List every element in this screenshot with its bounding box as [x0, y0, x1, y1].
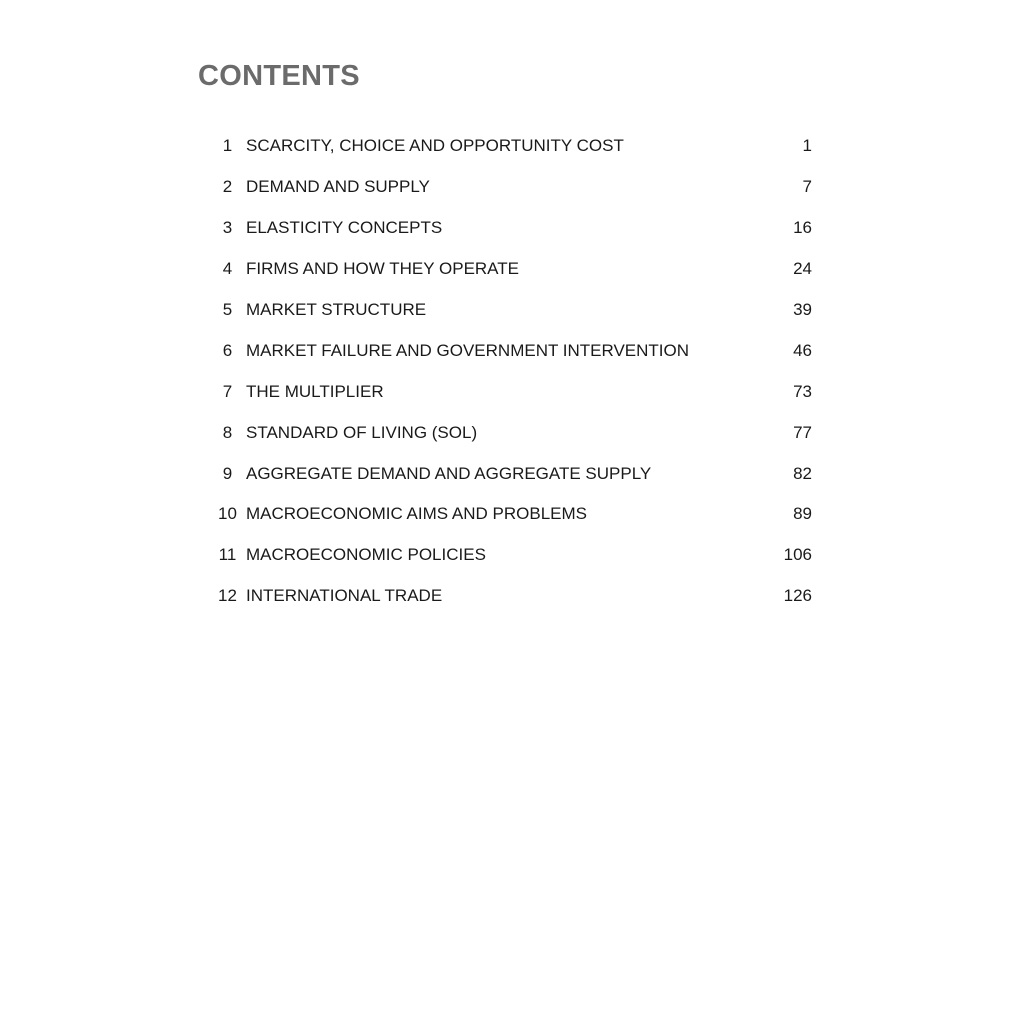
chapter-number: 8: [222, 422, 233, 442]
chapter-number: 2: [222, 177, 233, 197]
chapter-title: DEMAND AND SUPPLY: [246, 177, 430, 197]
page-number: 46: [793, 340, 812, 360]
page-number: 16: [793, 218, 812, 238]
chapter-title: FIRMS AND HOW THEY OPERATE: [246, 259, 519, 279]
page-number: 77: [793, 422, 812, 442]
chapter-number: 9: [222, 463, 233, 483]
chapter-title: STANDARD OF LIVING (SOL): [246, 422, 478, 442]
chapter-title: MARKET FAILURE AND GOVERNMENT INTERVENTION: [246, 340, 690, 360]
table-of-contents: [210, 126, 812, 617]
chapter-title: MARKET STRUCTURE: [246, 300, 427, 319]
toc-entry: [210, 494, 812, 535]
chapter-number: 7: [222, 381, 233, 401]
toc-entry: [210, 371, 812, 412]
toc-entry: [210, 167, 812, 208]
chapter-number: 10: [218, 504, 237, 524]
page-number: 82: [793, 463, 812, 483]
toc-entry: [210, 249, 812, 290]
chapter-title: ELASTICITY CONCEPTS: [246, 218, 443, 238]
page-number: 126: [783, 586, 812, 606]
chapter-number: 4: [222, 259, 233, 279]
page-number: 39: [793, 300, 812, 319]
chapter-title: MACROECONOMIC AIMS AND PROBLEMS: [246, 504, 587, 524]
chapter-number: 5: [222, 300, 233, 319]
chapter-title: MACROECONOMIC POLICIES: [246, 545, 486, 565]
chapter-number: 6: [222, 340, 233, 360]
toc-entry: [210, 412, 812, 453]
chapter-title: AGGREGATE DEMAND AND AGGREGATE SUPPLY: [246, 463, 652, 483]
toc-entry: [210, 290, 812, 331]
chapter-number: 1: [222, 136, 233, 156]
page-number: 89: [793, 504, 812, 524]
toc-entry: [210, 453, 812, 494]
page-number: 1: [802, 136, 812, 156]
toc-entry: [210, 126, 812, 167]
page-number: 24: [793, 259, 812, 279]
page-number: 106: [783, 545, 812, 565]
chapter-title: INTERNATIONAL TRADE: [246, 586, 443, 606]
chapter-number: 11: [218, 545, 237, 565]
page-title: CONTENTS: [198, 60, 360, 92]
chapter-number: 12: [218, 586, 237, 606]
chapter-number: 3: [222, 218, 233, 238]
page-number: 73: [793, 381, 812, 401]
toc-entry: [210, 330, 812, 371]
toc-entry: [210, 208, 812, 249]
toc-entry: [210, 535, 812, 576]
chapter-title: SCARCITY, CHOICE AND OPPORTUNITY COST: [246, 136, 624, 156]
toc-entry: [210, 576, 812, 617]
page-number: 7: [802, 177, 812, 197]
chapter-title: THE MULTIPLIER: [246, 381, 384, 401]
